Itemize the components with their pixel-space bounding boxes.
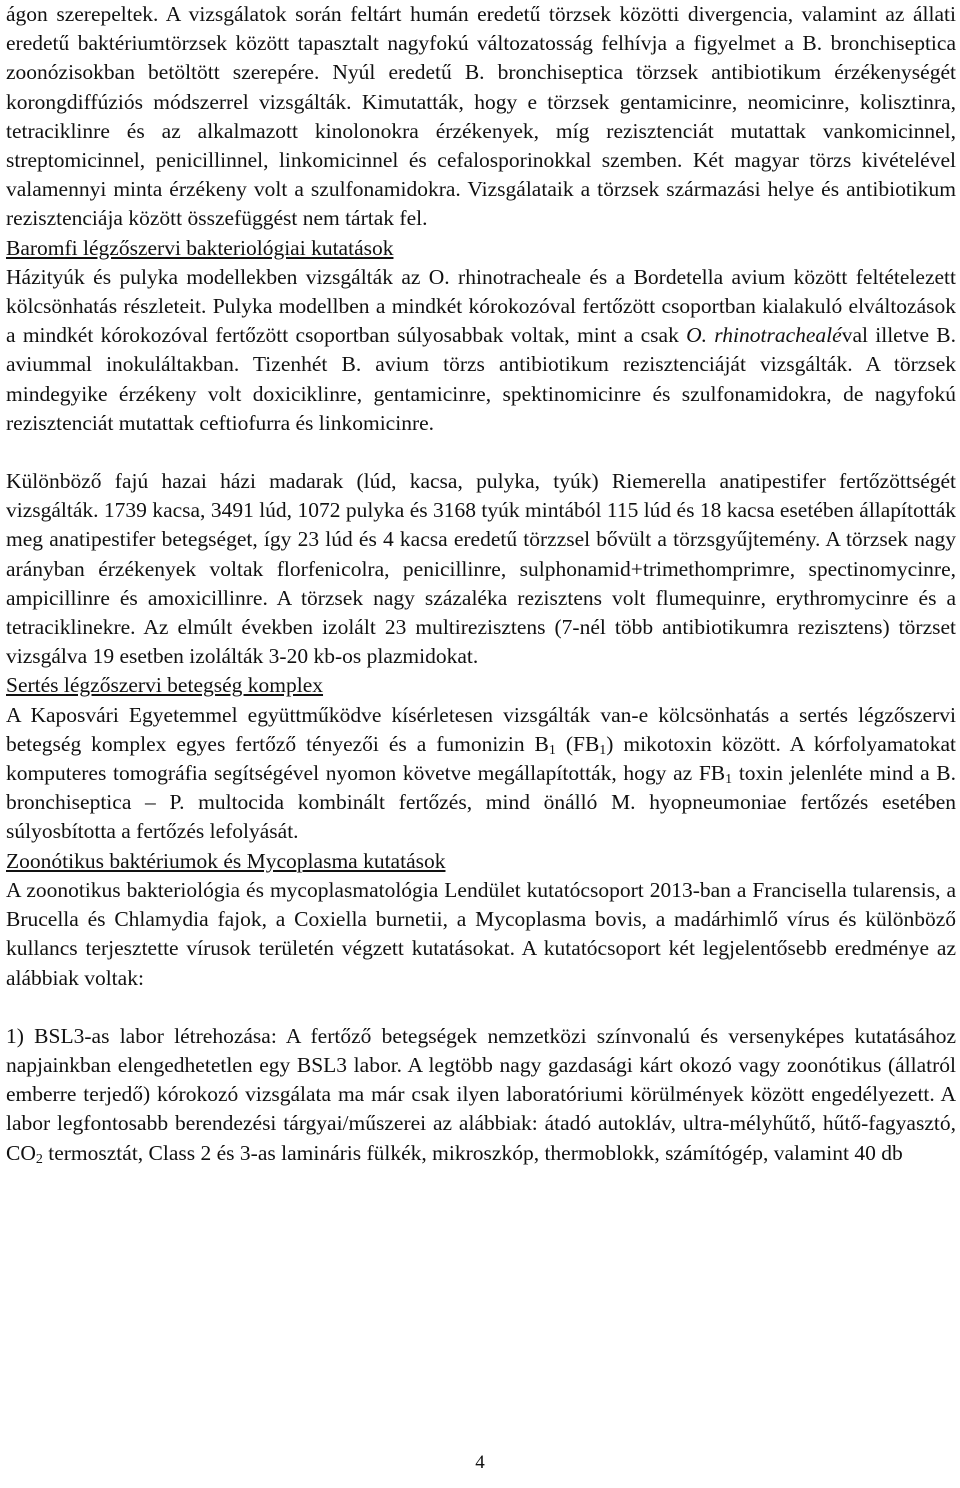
bsl3-sub: 2 xyxy=(35,1151,43,1167)
baromfi-text-a: Házityúk és pulyka modellekben vizsgálták az O. rhinotracheale és a Bordetella avium között feltételezett kölcsönhatás részleteit. Pulyka modellben a mindkét kórokozóval fertőzött csoportban kialakuló elváltozások a mindkét kórokozóval fertőzött csoportban súlyosabbak voltak, mint a csak xyxy=(6,264,956,348)
heading-sertes: Sertés légzőszervi betegség komplex xyxy=(6,673,324,698)
document-page xyxy=(6,0,956,1168)
paragraph-bronchiseptica: ágon szerepeltek. A vizsgálatok során feltárt humán eredetű törzsek közötti divergencia, valamint az állati eredetű baktériumtörzsek között tapasztalt nagyfokú változatosság felhívja a figyelmet a B. bronchiseptica zoonózisokban betöltött szerepére. Nyúl eredetű B. bronchiseptica törzsek antibiotikum érzékenységét korongdiffúziós módszerrel vizsgálták. Kimutatták, hogy e törzsek gentamicinre, neomicinre, kolisztinra, tetraciklinre és az alkalmazott kinolonokra érzékenyek, míg rezisztenciát mutattak vankomicinnel, streptomicinnel, penicillinnel, linkomicinnel és cefalosporinokkal szemben. Két magyar törzs kivételével valamennyi minta érzékeny volt a szulfonamidokra. Vizsgálataik a törzsek származási helye és antibiotikum rezisztenciája között összefüggést nem tártak fel. xyxy=(6,2,956,231)
sertes-part3: ) mikotoxin között. A kórfolyamatokat komputeres tomográfia segítségével nyomon követve megállapították, hogy az FB xyxy=(6,731,956,786)
bsl3-part2: termosztát, Class 2 és 3-as lamináris fülkék, mikroszkóp, thermoblokk, számítógép, valamint 40 db xyxy=(42,1140,903,1165)
sertes-sub3: 1 xyxy=(725,772,733,788)
sertes-part2: (FB xyxy=(555,731,600,756)
baromfi-italic: O. rhinotrachealé xyxy=(686,323,842,348)
sertes-sub2: 1 xyxy=(599,742,607,758)
bsl3-part1: 1) BSL3-as labor létrehozása: A fertőző betegségek nemzetközi színvonalú és versenyképes kutatásához napjainkban elengedhetetlen egy BSL3 labor. A legtöbb nagy gazdasági kárt okozó vagy zoonótikus (állatról emberre terjedő) kórokozó vizsgálata ma már csak ilyen laboratóriumi körülmények között engedélyezett. A labor legfontosabb berendezési tárgyai/műszerei az alábbiak: átadó autokláv, ultra-mélyhűtő, hűtő-fagyasztó, CO xyxy=(6,1023,956,1165)
sertes-part1: A Kaposvári Egyetemmel együttműködve kísérletesen vizsgálták van-e kölcsönhatás a sertés légzőszervi betegség komplex egyes fertőző tényezői és a fumonizin B xyxy=(6,702,956,756)
paragraph-zoonotikus: A zoonotikus bakteriológia és mycoplasmatológia Lendület kutatócsoport 2013-ban a Francisella tularensis, a Brucella és Chlamydia fajok, a Coxiella burnetii, a Mycoplasma bovis, a madárhimlő vírus és különböző kullancs terjesztette vírusok területén végzett kutatásokat. A kutatócsoport két legjelentősebb eredménye az alábbiak voltak: xyxy=(6,877,956,990)
heading-zoonotikus: Zoonótikus baktériumok és Mycoplasma kutatások xyxy=(6,848,446,873)
sertes-part4: toxin jelenléte mind a B. bronchiseptica – P. multocida kombinált fertőzés, mind önálló M. hyopneumoniae fertőzés esetében súlyosbította a fertőzés lefolyását. xyxy=(6,761,957,844)
paragraph-bsl3 xyxy=(6,1022,956,1168)
paragraph-sertes xyxy=(6,701,956,847)
page-number: 4 xyxy=(475,1452,485,1473)
paragraph-baromfi xyxy=(6,263,956,438)
baromfi-text-b: val illetve B. aviummal inokuláltakban. Tizenhét B. avium törzs antibiotikum rezisztenciáját vizsgálták. A törzsek mindegyike érzékeny volt doxiciklinre, gentamicinre, spektinomicinre és szulfonamidokra, de nagyfokú rezisztenciát mutattak ceftiofurra és linkomicinre. xyxy=(6,323,956,435)
sertes-sub1: 1 xyxy=(548,742,556,758)
paragraph-riemerella: Különböző fajú hazai házi madarak (lúd, kacsa, pulyka, tyúk) Riemerella anatipestifer fertőzöttségét vizsgálták. 1739 kacsa, 3491 lúd, 1072 pulyka és 3168 tyúk mintából 115 lúd és 18 kacsa esetében állapították meg anatipestifer betegséget, így 23 lúd és 4 kacsa eredetű törzzsel bővült a törzsgyűjtemény. A törzsek nagy arányban érzékenyek voltak florfenicolra, penicillinre, sulphonamid+trimethomprimre, spectinomycinre, ampicillinre és amoxicillinre. A törzsek nagy százaléka rezisztens volt flumequinre, erythromycinre és a tetraciklinekre. Az elmúlt években izolált 23 multirezisztens (7-nél több antibiotikumra rezisztens) törzset vizsgálva 19 esetben izolálták 3-20 kb-os plazmidokat. xyxy=(6,469,956,669)
heading-baromfi: Baromfi légzőszervi bakteriológiai kutatások xyxy=(6,235,394,260)
